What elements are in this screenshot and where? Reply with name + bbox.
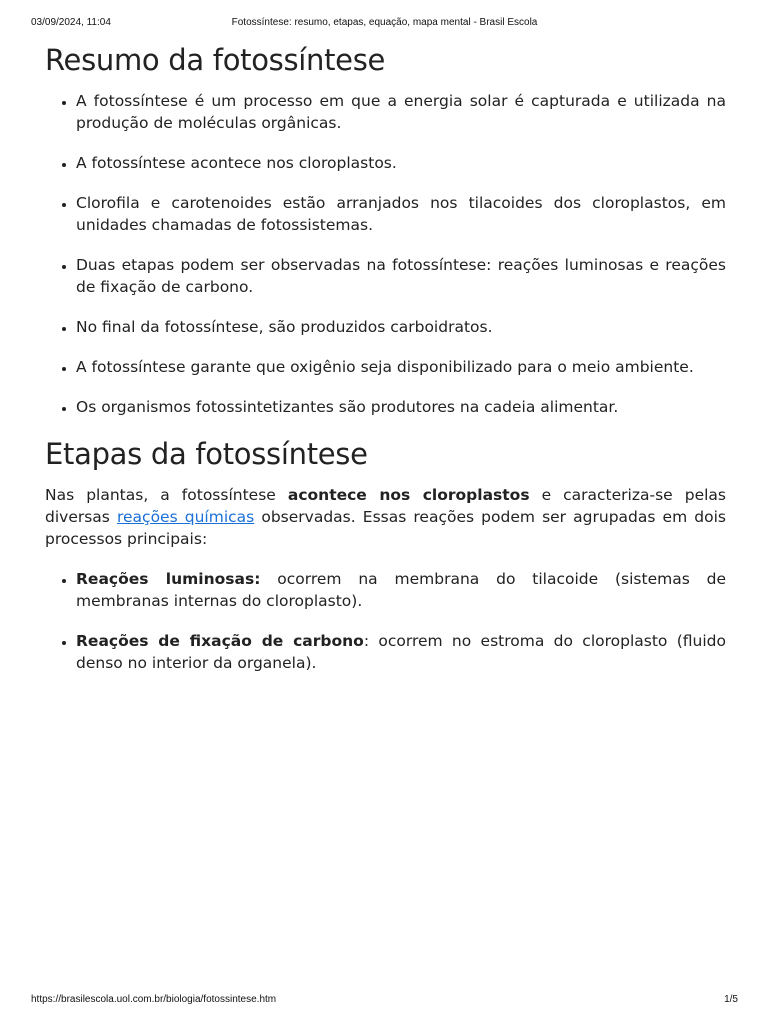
print-page-title: Fotossíntese: resumo, etapas, equação, mapa mental - Brasil Escola (231, 17, 538, 28)
print-url: https://brasilescola.uol.com.br/biologia/fotossintese.htm (31, 994, 277, 1005)
list-item (76, 568, 726, 612)
heading-etapas: Etapas da fotossíntese (45, 437, 368, 471)
print-footer (31, 994, 738, 1008)
item-description: : ocorrem no estroma do cloroplasto (fluido denso no interior da organela). (76, 632, 726, 672)
list-item: • A fotossíntese acontece nos cloroplastos. (76, 152, 726, 174)
item-term: Reações de fixação de carbono (76, 632, 364, 650)
list-item: • Clorofila e carotenoides estão arranjados nos tilacoides dos cloroplastos, em unidades chamadas de fotossistemas. (76, 192, 726, 236)
item-description: ocorrem na membrana do tilacoide (sistemas de membranas internas do cloroplasto). (76, 570, 726, 610)
list-item: • Duas etapas podem ser observadas na fotossíntese: reações luminosas e reações de fixação de carbono. (76, 254, 726, 298)
print-header (31, 17, 738, 31)
article-content (45, 40, 726, 674)
intro-text: observadas. Essas reações podem ser agrupadas em dois processos principais: (45, 508, 726, 548)
intro-text: e caracteriza-se pelas diversas (45, 486, 726, 526)
print-date: 03/09/2024, 11:04 (31, 17, 111, 28)
etapas-intro (45, 484, 726, 550)
intro-bold: acontece nos cloroplastos (287, 486, 530, 504)
intro-text: Nas plantas, a fotossíntese (45, 486, 288, 504)
reacoes-quimicas-link[interactable]: reações químicas (116, 508, 255, 526)
page-number: 1/5 (724, 994, 738, 1005)
heading-resumo: Resumo da fotossíntese (45, 43, 386, 77)
list-item: • A fotossíntese garante que oxigênio seja disponibilizado para o meio ambiente. (76, 356, 726, 378)
etapas-list (45, 568, 726, 674)
resumo-list (45, 90, 726, 418)
list-item: • A fotossíntese é um processo em que a energia solar é capturada e utilizada na produção de moléculas orgânicas. (76, 90, 726, 134)
item-term: Reações luminosas: (76, 570, 261, 588)
list-item (76, 630, 726, 674)
list-item: • Os organismos fotossintetizantes são produtores na cadeia alimentar. (76, 396, 726, 418)
list-item: • No final da fotossíntese, são produzidos carboidratos. (76, 316, 726, 338)
